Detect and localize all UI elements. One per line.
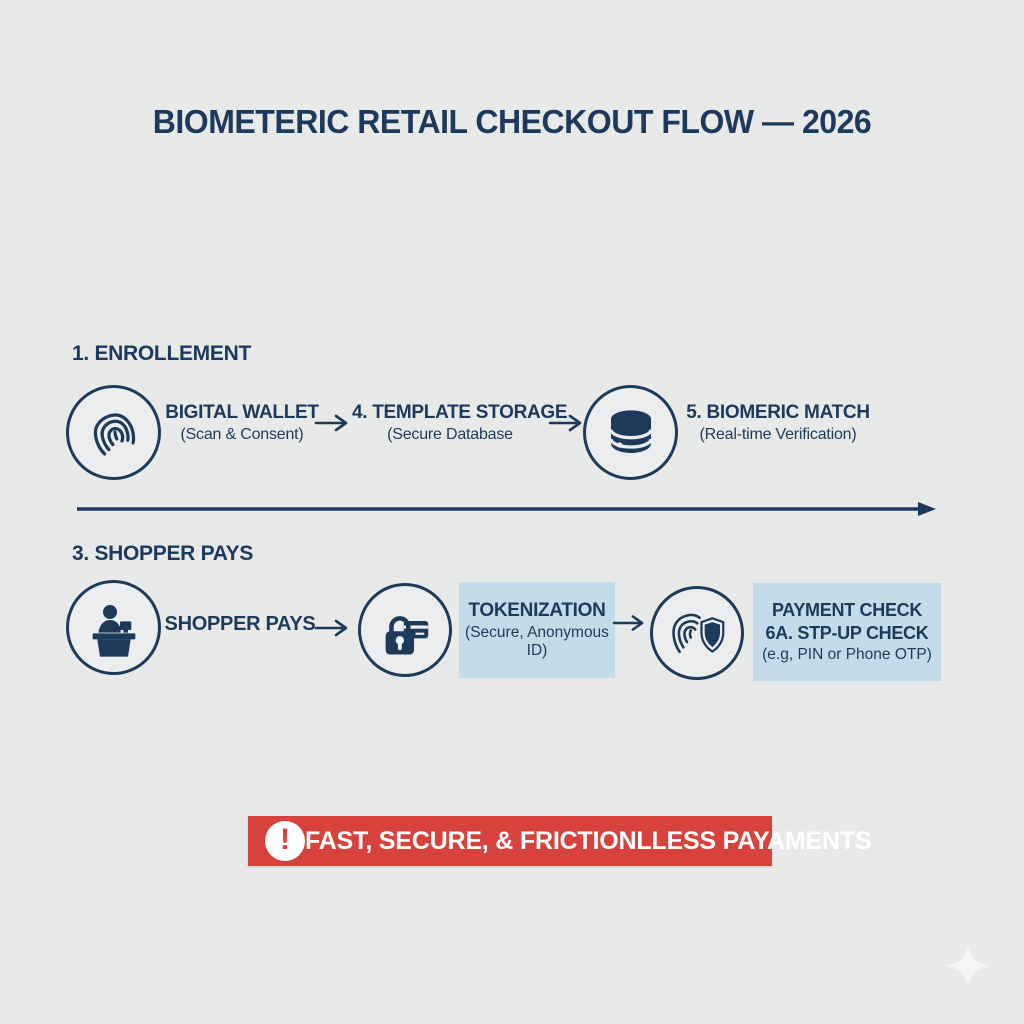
checkout-counter-icon	[82, 596, 146, 660]
step-subtitle: (Secure Database	[387, 426, 513, 443]
arrow-right-icon	[612, 612, 646, 634]
box-subtitle: (Secure, Anonymous ID)	[465, 624, 609, 659]
step-biometric-match	[682, 402, 874, 444]
section-label-enrollment: 1. ENROLLEMENT	[72, 342, 251, 365]
arrow-right-icon	[314, 412, 350, 434]
match-step-icon	[583, 385, 678, 480]
step-title: 5. BIOMERIC MATCH	[686, 402, 870, 423]
step-shopper-pays	[160, 613, 320, 636]
arrow-right-icon	[314, 617, 350, 639]
flow-arrow	[76, 500, 938, 518]
step-subtitle: (Real-time Verification)	[699, 426, 857, 443]
payment-check-step-icon	[650, 586, 744, 680]
alert-banner	[248, 816, 872, 866]
tokenization-box	[459, 582, 615, 678]
banner-text: FAST, SECURE, & FRICTIONLLESS PAYAMENTS	[305, 826, 872, 855]
step-digital-wallet	[152, 402, 332, 444]
section-label-shopper-pays: 3. SHOPPER PAYS	[72, 542, 254, 565]
box-title: PAYMENT CHECK	[771, 600, 923, 620]
sparkle-icon	[946, 944, 990, 988]
box-title: TOKENIZATION	[468, 600, 606, 621]
step-title: BIGITAL WALLET	[165, 402, 319, 423]
exclamation-icon: !	[265, 821, 305, 861]
fingerprint-shield-icon	[664, 601, 730, 665]
lock-card-icon	[374, 599, 436, 661]
page-title: BIOMETERIC RETAIL CHECKOUT FLOW — 2026	[152, 103, 872, 140]
step-title: 4. TEMPLATE STORAGE	[352, 402, 568, 423]
tokenization-step-icon	[358, 583, 452, 677]
enrollment-step-icon	[66, 385, 161, 480]
box-line2: 6A. STP-UP CHECK	[765, 623, 929, 643]
fingerprint-icon	[83, 402, 145, 464]
box-line3: (e.g, PIN or Phone OTP)	[762, 646, 932, 663]
step-subtitle: (Scan & Consent)	[180, 426, 304, 443]
payment-check-box	[753, 583, 941, 681]
database-icon	[599, 401, 663, 465]
arrow-right-icon	[548, 412, 584, 434]
step-template-storage	[352, 402, 568, 444]
step-title: SHOPPER PAYS	[164, 613, 316, 635]
shopper-step-icon	[66, 580, 161, 675]
